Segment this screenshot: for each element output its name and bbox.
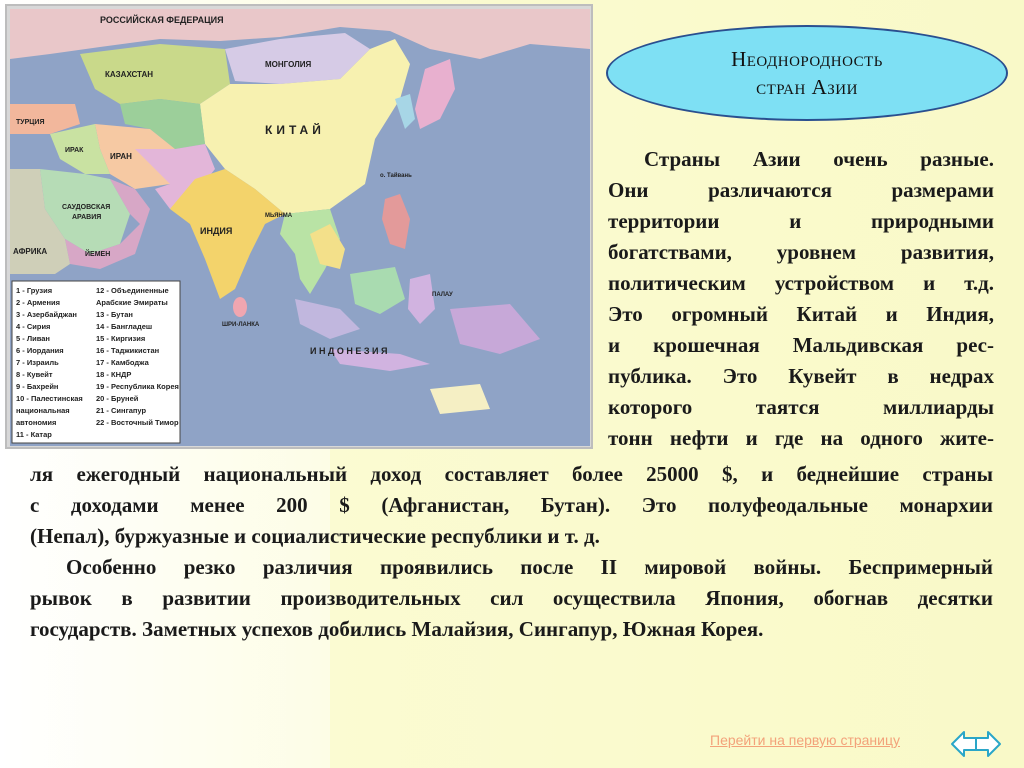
legend-entry: 14 - Бангладеш (96, 322, 153, 331)
legend-entry: автономия (16, 418, 57, 427)
body-paragraph (30, 459, 993, 645)
saudi-label: САУДОВСКАЯ (62, 204, 111, 211)
first-page-link[interactable]: Перейти на первую страницу (710, 732, 900, 748)
title-line-2: стран Азии (756, 75, 858, 99)
china-label: КИТАЙ (265, 123, 325, 137)
legend-entry: 7 - Израиль (16, 358, 59, 367)
side-line: тонн нефти и где на одного жите- (608, 426, 994, 450)
yemen-label: ЙЕМЕН (85, 251, 111, 258)
australia-region (430, 384, 490, 414)
legend-entry: национальная (16, 406, 70, 415)
legend-entry: 2 - Армения (16, 298, 60, 307)
legend-entry: 18 - КНДР (96, 370, 132, 379)
legend-entry: 12 - Объединенные (96, 286, 169, 295)
africa-label: АФРИКА (13, 247, 48, 256)
legend-entry: 4 - Сирия (16, 322, 51, 331)
india-label: ИНДИЯ (200, 226, 233, 236)
body-line: (Непал), буржуазные и социалистические республики и т. д. (30, 524, 600, 548)
body-line: Особенно резко различия проявились после II мировой войны. Беспримерный (66, 555, 993, 579)
srilanka-label: ШРИ-ЛАНКА (222, 322, 260, 328)
asia-political-map (5, 4, 593, 449)
side-line: Они различаются размерами (608, 178, 994, 202)
myanmar-label: МЬЯНМА (265, 213, 293, 219)
body-line: рывок в развитии производительных сил осуществила Япония, обогнав десятки (30, 586, 993, 610)
body-line: с доходами менее 200 $ (Афганистан, Бутан). Это полуфеодальные монархии (30, 493, 993, 517)
side-paragraph (608, 144, 994, 454)
side-line: которого таятся миллиарды (608, 395, 994, 419)
legend-entry: 17 - Камбоджа (96, 358, 149, 367)
legend-entry: 3 - Азербайджан (16, 310, 77, 319)
taiwan-label: о. Тайвань (380, 173, 412, 179)
kazakhstan-label: КАЗАХСТАН (105, 70, 153, 79)
legend-entry: 1 - Грузия (16, 286, 53, 295)
legend-entry: 13 - Бутан (96, 310, 133, 319)
russia-label: РОССИЙСКАЯ ФЕДЕРАЦИЯ (100, 15, 224, 25)
legend-entry: 10 - Палестинская (16, 394, 83, 403)
legend-entry: 8 - Кувейт (16, 370, 53, 379)
legend-entry: 22 - Восточный Тимор (96, 418, 179, 427)
srilanka-region (233, 297, 247, 317)
legend-entry: 19 - Республика Корея (96, 382, 179, 391)
legend-entry: 5 - Ливан (16, 334, 50, 343)
palau-label: ПАЛАУ (432, 292, 453, 298)
iraq-label: ИРАК (65, 147, 84, 154)
side-line: богатствами, уровнем развития, (608, 240, 994, 264)
map-graphic (10, 9, 590, 446)
forward-arrow-icon[interactable] (976, 732, 1000, 756)
legend-entry: 21 - Сингапур (96, 406, 147, 415)
back-arrow-icon[interactable] (952, 732, 976, 756)
legend-entry: 11 - Катар (16, 430, 52, 439)
side-line: Это огромный Китай и Индия, (608, 302, 994, 326)
title-line-1: Неоднородность (731, 47, 883, 71)
legend-entry: 15 - Киргизия (96, 334, 146, 343)
body-line: государств. Заметных успехов добились Малайзия, Сингапур, Южная Корея. (30, 617, 764, 641)
legend-entry: 9 - Бахрейн (16, 382, 59, 391)
legend-entry: 20 - Бруней (96, 394, 139, 403)
back-forward-arrows-icon[interactable] (950, 728, 1002, 760)
legend-entry: 16 - Таджикистан (96, 346, 160, 355)
side-line: территории и природными (608, 209, 994, 233)
legend-entry: 6 - Иордания (16, 346, 64, 355)
side-line: и крошечная Мальдивская рес- (608, 333, 994, 357)
turkey-label: ТУРЦИЯ (16, 119, 45, 126)
mongolia-label: МОНГОЛИЯ (265, 60, 312, 69)
title-oval (606, 25, 1008, 121)
side-line: Страны Азии очень разные. (644, 147, 994, 171)
side-line: политическим устройством и т.д. (608, 271, 994, 295)
legend-entry: Арабские Эмираты (96, 298, 168, 307)
body-line: ля ежегодный национальный доход составляет более 25000 $, и беднейшие страны (30, 462, 993, 486)
iran-label: ИРАН (110, 152, 132, 161)
indonesia-label: И Н Д О Н Е З И Я (310, 346, 388, 356)
arabia-label: АРАВИЯ (72, 214, 102, 221)
side-line: публика. Это Кувейт в недрах (608, 364, 994, 388)
